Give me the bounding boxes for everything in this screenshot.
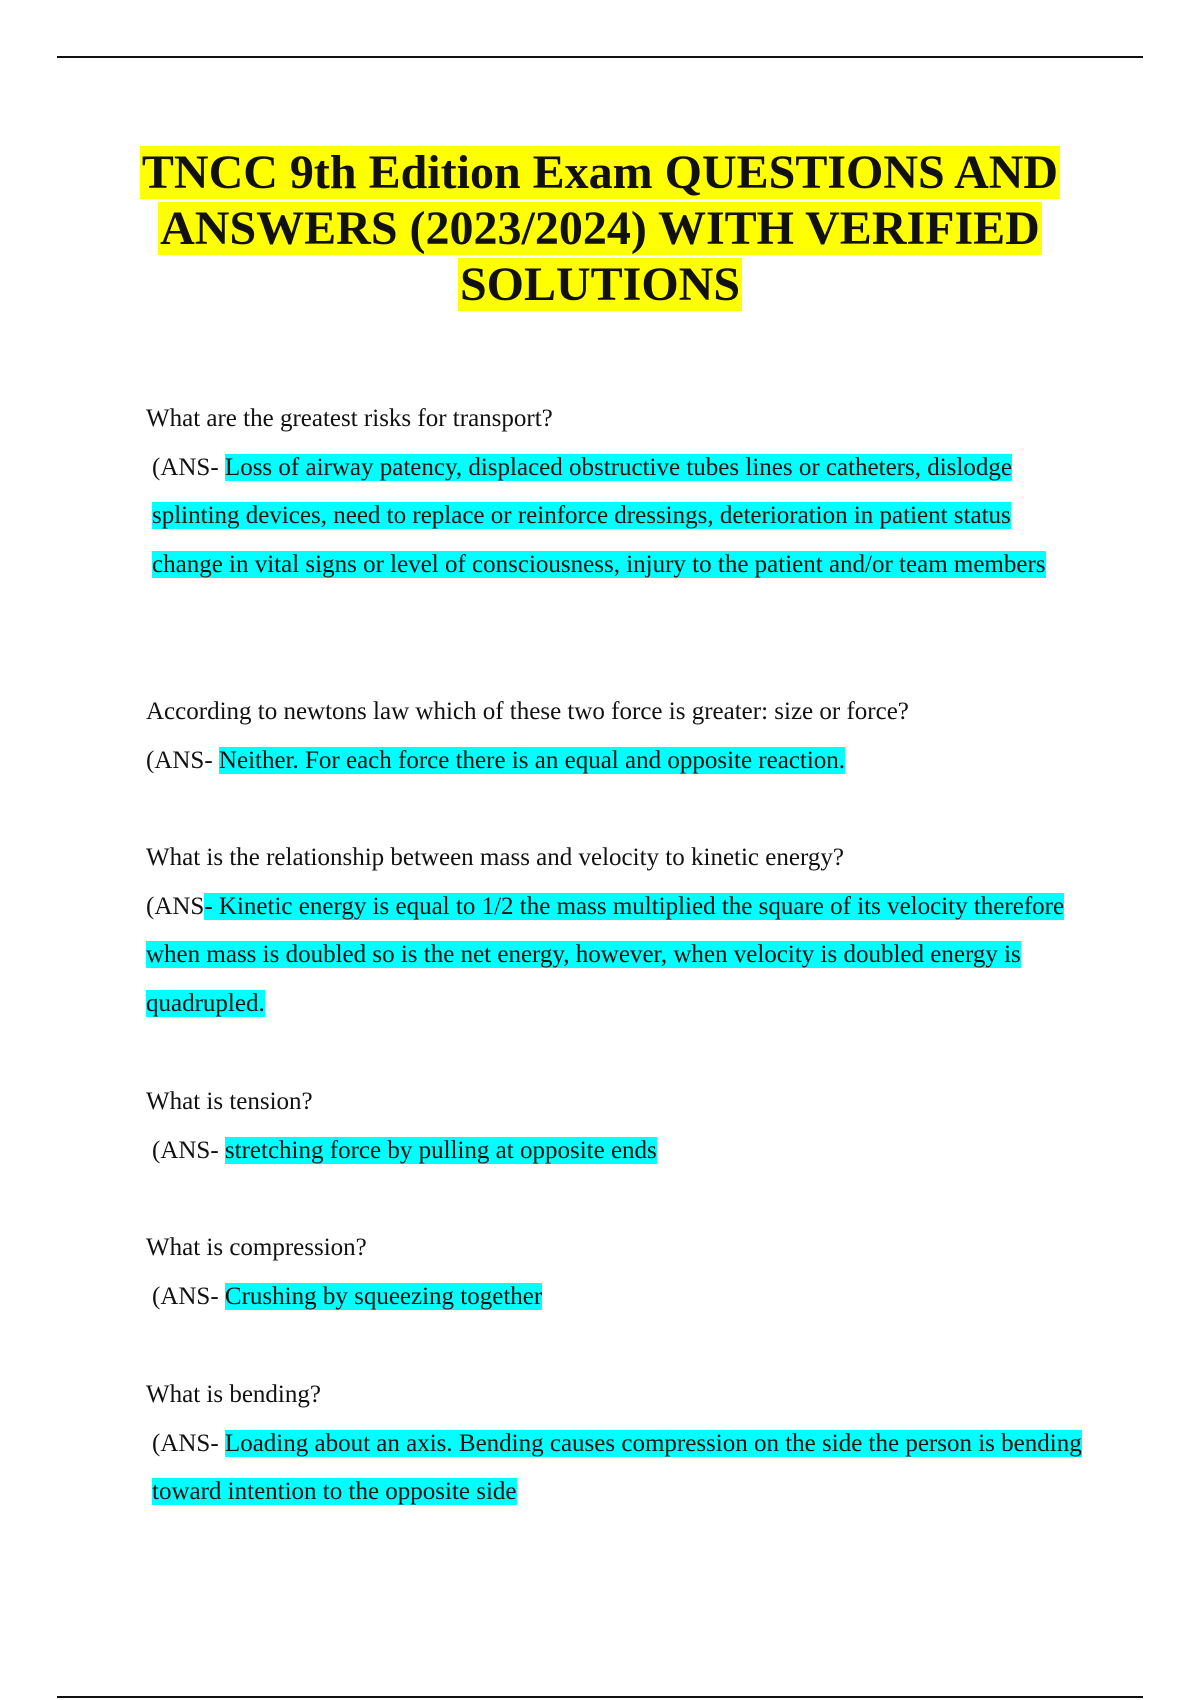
answer-prefix: (ANS- — [152, 453, 219, 481]
question-text: What is bending? — [146, 1381, 321, 1408]
qa-block-tension — [146, 1078, 1086, 1175]
answer-prefix: (ANS- — [146, 746, 213, 774]
question-text: What is tension? — [146, 1088, 313, 1115]
answer-line — [146, 1127, 1086, 1176]
qa-block-kinetic-energy — [146, 834, 1086, 1029]
answer-text: Crushing by squeezing together — [224, 1282, 543, 1310]
answer-line — [146, 1273, 1086, 1322]
question-text: What are the greatest risks for transport? — [146, 405, 553, 432]
qa-block-bending — [146, 1371, 1086, 1517]
answer-line — [146, 883, 1086, 1029]
answer-text: stretching force by pulling at opposite ends — [224, 1136, 657, 1164]
question-text: What is compression? — [146, 1234, 367, 1261]
answer-prefix: (ANS- — [152, 1136, 219, 1164]
qa-block-transport-risks — [146, 395, 1086, 590]
answer-prefix: (ANS- — [152, 1282, 219, 1310]
qa-block-newtons-law — [146, 688, 1086, 785]
qa-block-compression — [146, 1224, 1086, 1321]
top-rule — [57, 56, 1143, 58]
document-title: TNCC 9th Edition Exam QUESTIONS AND ANSWERS (2023/2024) WITH VERIFIED SOLUTIONS — [141, 146, 1059, 311]
answer-text: Neither. For each force there is an equal and opposite reaction. — [218, 746, 846, 774]
answer-prefix: (ANS- — [152, 1429, 219, 1457]
answer-line — [146, 1420, 1086, 1517]
answer-text: Loss of airway patency, displaced obstructive tubes lines or catheters, dislodge splinting devices, need to replace or reinforce dressings, deterioration in patient status change in vital signs or level of consciousness, injury to the patient and/or team members — [152, 453, 1046, 579]
question-text: What is the relationship between mass and velocity to kinetic energy? — [146, 844, 844, 871]
answer-text: Loading about an axis. Bending causes compression on the side the person is bending toward intention to the opposite side — [152, 1429, 1082, 1506]
bottom-rule — [57, 1696, 1143, 1698]
answer-prefix: (ANS — [146, 892, 205, 920]
answer-line — [146, 737, 1086, 786]
answer-line — [146, 444, 1086, 590]
answer-text: - Kinetic energy is equal to 1/2 the mass multiplied the square of its velocity therefore when mass is doubled so is the net energy, however, when velocity is doubled energy is quadrupled. — [146, 892, 1065, 1018]
question-text: According to newtons law which of these two force is greater: size or force? — [146, 698, 909, 725]
